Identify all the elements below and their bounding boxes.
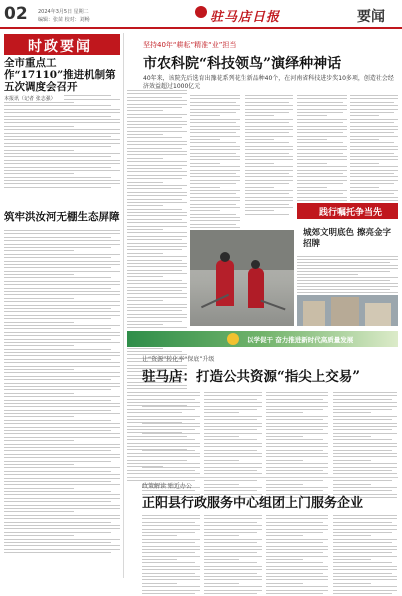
editor-line: 编辑：张苗 校对：刘畅 bbox=[38, 17, 90, 23]
emblem-icon bbox=[195, 6, 207, 18]
lower-story2-kicker: 政策解读 贴近办公 bbox=[142, 483, 192, 490]
feature-dek: 40年来，该院先后选育出豫花系列花生新品种40个，在河南省科技进步奖10多项，创造社会经济效益超过1000亿元 bbox=[143, 75, 394, 90]
lower-story2-col-d bbox=[333, 515, 397, 596]
lower-story1-title: 驻马店：打造公共资源“指尖上交易” bbox=[142, 369, 361, 385]
paper-name: 驻马店日报 bbox=[210, 10, 281, 25]
photo-caption-label: 践行嘱托争当先 bbox=[319, 208, 383, 218]
date-line: 2024年3月5日 星期二 bbox=[38, 9, 89, 15]
feature-header bbox=[143, 40, 397, 91]
story2-title: 筑牢洪汝河无棚生态屏障 bbox=[4, 211, 120, 223]
building-photo bbox=[297, 295, 398, 326]
lower-story2-col-a bbox=[142, 515, 200, 596]
feature-kicker: 坚持40年“耕耘”精准“业”担当 bbox=[143, 41, 237, 49]
story1-byline: 本报讯（记者 张志强） bbox=[4, 95, 64, 102]
photo-caption-banner bbox=[297, 203, 398, 219]
strip-label: 以学促干 奋力推进新时代高质量发展 bbox=[247, 336, 354, 344]
lower-story2-col-b bbox=[204, 515, 262, 596]
page-number: 02 bbox=[4, 4, 28, 24]
story1-block bbox=[4, 57, 120, 102]
side-feature-title: 城郊文明底色 擦亮金字招牌 bbox=[303, 228, 391, 249]
strip-badge-icon bbox=[227, 333, 239, 345]
street-sweeping-photo bbox=[190, 230, 294, 326]
lower-story2-header bbox=[142, 481, 396, 511]
lower-story1-header bbox=[142, 354, 396, 385]
news-banner-label: 时政要闻 bbox=[28, 39, 92, 55]
section-name: 要闻 bbox=[357, 9, 385, 25]
lower-divider bbox=[127, 477, 398, 478]
lower-story2-col-c bbox=[266, 515, 328, 596]
story1-title: 全市重点工作“17110”推进机制第五次调度会召开 bbox=[4, 57, 120, 93]
feature-title: 市农科院“科技领鸟”演绎种神话 bbox=[143, 56, 342, 72]
left-body-text bbox=[4, 230, 120, 556]
column-rule-left bbox=[123, 33, 124, 578]
lower-story1-kicker: 让“资源”转化率“保底”升级 bbox=[142, 356, 215, 363]
theme-strip bbox=[127, 331, 398, 347]
feature-text-b bbox=[245, 95, 293, 217]
feature-text-c bbox=[297, 95, 347, 217]
news-banner bbox=[4, 34, 120, 55]
side-feature-text bbox=[297, 256, 398, 298]
masthead-rule bbox=[0, 27, 402, 29]
masthead bbox=[0, 0, 402, 30]
story2-block bbox=[4, 211, 120, 223]
feature-text-d bbox=[350, 95, 398, 214]
lower-story2-title: 正阳县行政服务中心组团上门服务企业 bbox=[142, 496, 364, 511]
